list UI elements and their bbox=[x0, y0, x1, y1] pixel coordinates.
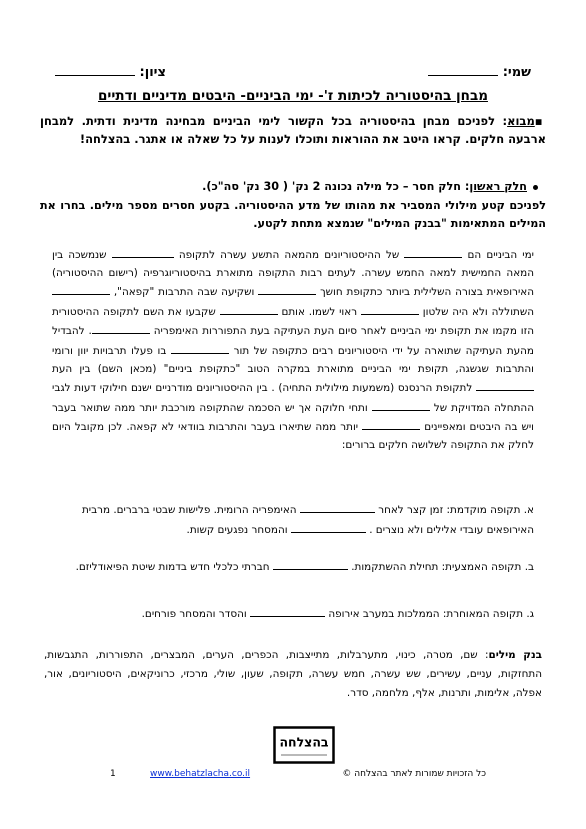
bullet-glyph: ▪ bbox=[534, 114, 546, 128]
period-item-late bbox=[52, 604, 534, 624]
answer-blank[interactable] bbox=[362, 417, 420, 430]
para-text: . להבדיל מהעת העתיקה שתוארה על ידי היסטוריונים רבים כתקופה של תור bbox=[52, 325, 534, 357]
page-number: 1 bbox=[110, 769, 116, 779]
item-text: האימפריה הרומית. פלישות שבטי ברברים. מרבית האירופאים עובדי אלילים ולא נוצרים . bbox=[81, 504, 534, 536]
period-item-early bbox=[52, 500, 534, 539]
part1-heading-text: : חלק חסר – כל מילה נכונה 2 נק' ( 30 נק' סה"כ). bbox=[202, 180, 470, 193]
part1-label: חלק ראשון bbox=[469, 180, 527, 193]
para-text: ותחי חלוקה אך יש הסכמה שהתקופה מורכבת יותר ממה שתואר בעבר ויש בה היבטים ומאפיינים bbox=[52, 401, 534, 434]
answer-blank[interactable] bbox=[52, 282, 110, 295]
para-text: השתוללה ולא היה שלטון bbox=[422, 305, 534, 318]
name-label: שמי: bbox=[502, 65, 531, 80]
name-field[interactable] bbox=[428, 63, 531, 80]
grade-blank[interactable] bbox=[55, 63, 135, 76]
name-blank[interactable] bbox=[428, 63, 498, 76]
para-text: בו פעלו תרבויות יוון ורומי והתרבות שגשגה, תקופת ימי הביניים מתוארת במקרה הטוב "כתקופת ביניים" (מכאן השם) בין העת bbox=[52, 344, 534, 375]
copyright-text: כל הזכויות שמורות לאתר בהצלחה © bbox=[342, 769, 486, 779]
para-text: של ההיסטוריונים מהמאה התשע עשרה לתקופה bbox=[178, 249, 400, 261]
para-text: שנמשכה בין המאה החמישית למאה החמש עשרה. לעתים רבות התקופה מתוארת בהיסטוריוגרפיה (רישום ההיסטוריה) האירופאית בצורה השלילית ביותר כתקופת חושך bbox=[52, 249, 535, 299]
answer-blank[interactable] bbox=[92, 321, 150, 334]
item-text: והסדר והמסחר פורחים. bbox=[141, 608, 247, 620]
intro-label: מבוא bbox=[507, 114, 535, 128]
answer-blank[interactable] bbox=[171, 341, 229, 354]
intro-section bbox=[40, 112, 546, 148]
answer-blank[interactable] bbox=[476, 378, 534, 391]
answer-blank[interactable] bbox=[250, 604, 325, 617]
word-bank-label: בנק מילים bbox=[488, 649, 542, 661]
grade-field[interactable] bbox=[55, 63, 166, 80]
answer-blank[interactable] bbox=[112, 245, 174, 258]
item-text: והמסחר נפגעים קשות. bbox=[186, 523, 288, 536]
behatzlacha-logo bbox=[273, 726, 335, 764]
header-row bbox=[55, 63, 531, 83]
answer-blank[interactable] bbox=[291, 520, 366, 533]
answer-blank[interactable] bbox=[300, 500, 375, 513]
answer-blank[interactable] bbox=[258, 282, 316, 295]
word-bank bbox=[44, 646, 542, 703]
word-bank-text: : שם, מטרה, כינוי, מתערבלות, מתייצבות, הכפרים, הערים, המבצרים, התפוררות, התגבשות, התחזקות, עניים, עשירים, שש עשרה, חמש עשרה, תקופה, שעון, שולי, מרכזי, כרוניקאים, היסטוריונים, אור, אפלה, אלימות, ותרנות, אלף, מלחמה, סדר. bbox=[44, 649, 542, 699]
para-text: שקבעו את השם לתקופה ההיסטורית הזו מקמו את תקופת ימי הביניים לאחר סיום העת העתיקה בעת התפוררות האימפריה bbox=[52, 305, 534, 338]
answer-blank[interactable] bbox=[273, 557, 348, 570]
answer-blank[interactable] bbox=[404, 245, 462, 258]
page-footer bbox=[110, 769, 486, 783]
exam-title: מבחן בהיסטוריה לכיתות ז'- ימי הביניים- היבטים מדיניים ודתיים bbox=[98, 88, 488, 104]
item-text: ב. תקופה האמצעית: תחילת ההשתקמות. bbox=[351, 561, 534, 573]
para-text: לתקופת הרנסנס (משמעות מילולית התחיה) . בין ההיסטוריונים מודרניים ישנם חילוקי דעות לגבי ההתחלה המדויקת של bbox=[52, 382, 534, 414]
para-text: ימי הביניים הם bbox=[467, 249, 534, 261]
item-text: ג. תקופה המאוחרת: הממלכות במערב אירופה bbox=[328, 608, 534, 620]
para-text: יותר ממה שתיארו בעבר והתרבות בוודאי לא קפאה. לכן מקובל היום לחלק את התקופה לשלושה חלקים ברורים: bbox=[52, 421, 534, 451]
bullet-icon bbox=[533, 185, 538, 190]
fill-in-paragraph bbox=[52, 245, 534, 455]
intro-text: : לפניכם מבחן בהיסטוריה בכל הקשור לימי הביניים מבחינה מדינית ודתית. למבחן ארבעה חלקים. קראו היטב את ההוראות ותוכלו לענות על כל שאלה או אתגר. בהצלחה! bbox=[40, 114, 546, 146]
logo-text: בהצלחה bbox=[279, 734, 329, 750]
item-text: א. תקופה מוקדמת: זמן קצר לאחר bbox=[378, 504, 534, 516]
para-text: ושקיעה שבה התרבות "קפאה", bbox=[113, 286, 255, 299]
site-link[interactable]: www.behatzlacha.co.il bbox=[150, 769, 251, 779]
para-text: ראוי לשמו. אותם bbox=[281, 305, 358, 318]
item-text: חברתי כלכלי חדש בדמות שיטת הפיאודליזם. bbox=[75, 561, 270, 573]
answer-blank[interactable] bbox=[372, 398, 430, 411]
part1-instructions: לפניכם קטע מילולי המסביר את מהותו של מדע ההיסטוריה. בקטע חסרים מספר מילים. בחרו את המילים המתאימות "בבנק המילים" שנמצא מתחת לקטע. bbox=[40, 199, 546, 230]
answer-blank[interactable] bbox=[361, 302, 419, 315]
period-item-middle bbox=[52, 557, 534, 577]
answer-blank[interactable] bbox=[220, 302, 278, 315]
grade-label: ציון: bbox=[139, 65, 166, 80]
part1-heading bbox=[40, 178, 538, 196]
